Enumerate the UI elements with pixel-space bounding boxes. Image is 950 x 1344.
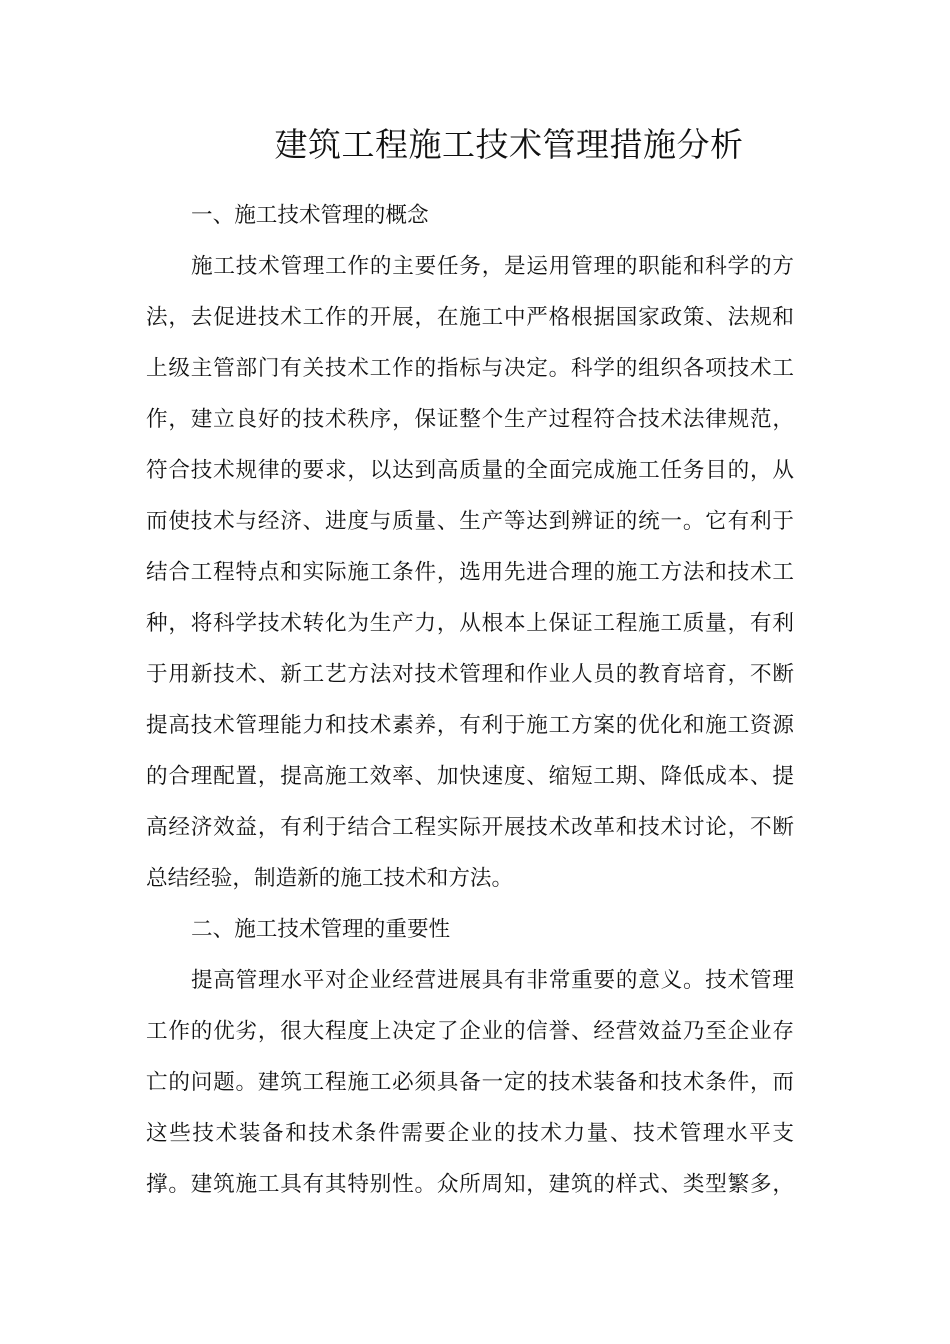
paragraph-line: 撑。建筑施工具有其特别性。众所周知，建筑的样式、类型繁多，	[146, 1172, 794, 1197]
section-heading-1: 一、施工技术管理的概念	[191, 203, 429, 228]
paragraph-line: 而使技术与经济、进度与质量、生产等达到辨证的统一。它有利于	[146, 509, 794, 534]
paragraph-line: 总结经验，制造新的施工技术和方法。	[146, 866, 514, 891]
document-body	[146, 190, 794, 1210]
paragraph-line: 施工技术管理工作的主要任务，是运用管理的职能和科学的方	[191, 254, 794, 279]
paragraph-line: 的合理配置，提高施工效率、加快速度、缩短工期、降低成本、提	[146, 764, 794, 789]
paragraph-line: 符合技术规律的要求，以达到高质量的全面完成施工任务目的，从	[146, 458, 794, 483]
section-heading-2: 二、施工技术管理的重要性	[191, 917, 451, 942]
paragraph-line: 作，建立良好的技术秩序，保证整个生产过程符合技术法律规范，	[146, 407, 794, 432]
paragraph-line: 这些技术装备和技术条件需要企业的技术力量、技术管理水平支	[146, 1121, 794, 1146]
paragraph-line: 种，将科学技术转化为生产力，从根本上保证工程施工质量，有利	[146, 611, 794, 636]
document-title: 建筑工程施工技术管理措施分析	[274, 125, 744, 164]
paragraph-line: 亡的问题。建筑工程施工必须具备一定的技术装备和技术条件，而	[146, 1070, 794, 1095]
paragraph-line: 于用新技术、新工艺方法对技术管理和作业人员的教育培育，不断	[146, 662, 794, 687]
paragraph-line: 上级主管部门有关技术工作的指标与决定。科学的组织各项技术工	[146, 356, 794, 381]
paragraph-line: 提高技术管理能力和技术素养，有利于施工方案的优化和施工资源	[146, 713, 794, 738]
paragraph-line: 提高管理水平对企业经营进展具有非常重要的意义。技术管理	[191, 968, 794, 993]
paragraph-line: 结合工程特点和实际施工条件，选用先进合理的施工方法和技术工	[146, 560, 794, 585]
paragraph-line: 高经济效益，有利于结合工程实际开展技术改革和技术讨论，不断	[146, 815, 794, 840]
paragraph-line: 工作的优劣，很大程度上决定了企业的信誉、经营效益乃至企业存	[146, 1019, 794, 1044]
paragraph-line: 法，去促进技术工作的开展，在施工中严格根据国家政策、法规和	[146, 305, 794, 330]
